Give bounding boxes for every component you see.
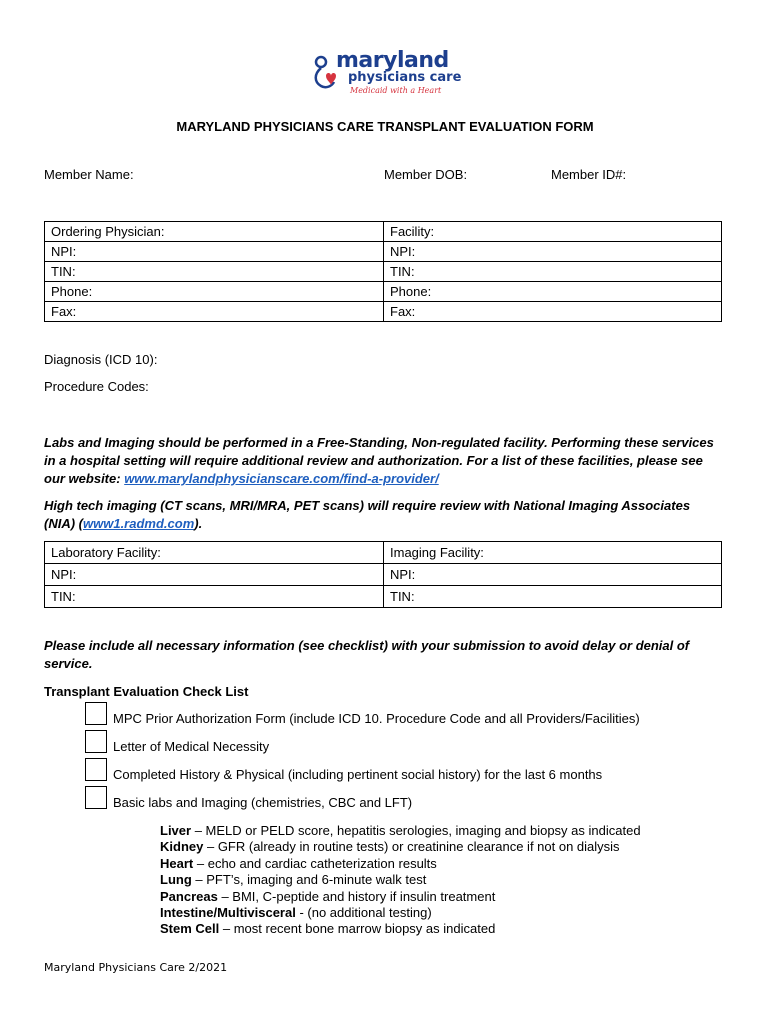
table-row [45,242,722,262]
member-id-label: Member ID#: [551,167,627,182]
table-row [45,542,722,564]
imaging-npi-cell[interactable]: NPI: [384,564,722,586]
organ-detail: (no additional testing) [307,905,432,920]
imaging-tin-cell[interactable]: TIN: [384,586,722,608]
physician-fax-cell[interactable]: Fax: [45,302,384,322]
checklist-checkbox[interactable] [85,786,107,809]
organ-sep: – [191,823,206,838]
table-row [45,222,722,242]
imaging-facility-cell[interactable]: Imaging Facility: [384,542,722,564]
notice-imaging-text: High tech imaging (CT scans, MRI/MRA, PET scans) will require review with National Imaging Associates (NIA) ( [44,498,691,531]
table-row [45,282,722,302]
notice-imaging [44,497,704,533]
radmd-link[interactable]: www1.radmd.com [83,516,195,531]
member-dob-label: Member DOB: [384,167,468,182]
logo-line1: maryland [336,48,449,73]
find-provider-link[interactable]: www.marylandphysicianscare.com/find-a-provider/ [124,471,439,486]
checklist-checkbox[interactable] [85,758,107,781]
organ-requirement [160,921,495,937]
organ-requirement [160,856,437,872]
table-row [45,564,722,586]
checklist-item: MPC Prior Authorization Form (include ICD 10. Procedure Code and all Providers/Facilities) [113,711,640,726]
lab-imaging-table [44,541,722,608]
organ-name: Lung [160,872,192,888]
organ-sep: – [203,839,218,855]
facility-cell[interactable]: Facility: [384,222,722,242]
logo-line2: physicians care [348,70,462,85]
laboratory-facility-cell[interactable]: Laboratory Facility: [45,542,384,564]
organ-requirement [160,839,620,855]
checklist-checkbox[interactable] [85,702,107,725]
procedure-codes-label: Procedure Codes: [44,379,149,394]
organ-detail: BMI, C-peptide and history if insulin treatment [232,888,496,904]
checklist-item: Letter of Medical Necessity [113,739,270,754]
notice-checklist: Please include all necessary information (see checklist) with your submission to avoid delay or denial of service. [44,638,690,671]
physician-facility-table [44,221,722,322]
checklist-heading: Transplant Evaluation Check List [44,684,249,699]
organ-sep: – [219,921,234,937]
facility-phone-cell[interactable]: Phone: [384,282,722,302]
checklist-item: Completed History & Physical (including pertinent social history) for the last 6 months [113,767,603,782]
checklist-item: Basic labs and Imaging (chemistries, CBC and LFT) [113,795,413,810]
organ-sep: – [217,888,233,904]
diagnosis-label: Diagnosis (ICD 10): [44,352,158,367]
organ-name: Kidney [160,839,204,855]
organ-sep: - [295,905,308,920]
ordering-physician-cell[interactable]: Ordering Physician: [45,222,384,242]
footer-text: Maryland Physicians Care 2/2021 [44,961,228,974]
physician-phone-cell[interactable]: Phone: [45,282,384,302]
table-row [45,586,722,608]
member-name-label: Member Name: [44,167,134,182]
logo [312,48,462,98]
lab-npi-cell[interactable]: NPI: [45,564,384,586]
facility-tin-cell[interactable]: TIN: [384,262,722,282]
notice-imaging-tail: ). [194,516,203,531]
organ-requirement [160,872,426,888]
organ-name: Intestine/Multivisceral [160,905,296,920]
organ-detail: echo and cardiac catheterization results [207,855,437,871]
physician-tin-cell[interactable]: TIN: [45,262,384,282]
organ-name: Liver [160,823,192,838]
notice-facilities [44,434,724,488]
organ-requirement [160,889,495,905]
notice-facilities-text: Labs and Imaging should be performed in a Free-Standing, Non-regulated facility. Performing these services in a hospital setting will require additional review and authorization. For a list of these facilities, please see our website: [44,435,714,486]
organ-detail: MELD or PELD score, hepatitis serologies, imaging and biopsy as indicated [205,823,641,838]
organ-name: Stem Cell [160,921,220,937]
organ-name: Pancreas [160,888,218,904]
table-row [45,262,722,282]
facility-npi-cell[interactable]: NPI: [384,242,722,262]
organ-requirement [160,823,641,839]
logo-tagline: Medicaid with a Heart [350,86,442,95]
physician-npi-cell[interactable]: NPI: [45,242,384,262]
table-row [45,302,722,322]
checklist-checkbox[interactable] [85,730,107,753]
lab-tin-cell[interactable]: TIN: [45,586,384,608]
organ-detail: most recent bone marrow biopsy as indicated [233,921,496,937]
organ-detail: PFT’s, imaging and 6-minute walk test [206,872,427,888]
organ-requirement [160,905,432,921]
organ-sep: – [193,855,208,871]
page-title: MARYLAND PHYSICIANS CARE TRANSPLANT EVALUATION FORM [176,119,594,134]
organ-detail: GFR (already in routine tests) or creatinine clearance if not on dialysis [217,839,620,855]
organ-name: Heart [160,855,194,871]
facility-fax-cell[interactable]: Fax: [384,302,722,322]
organ-sep: – [191,872,207,888]
